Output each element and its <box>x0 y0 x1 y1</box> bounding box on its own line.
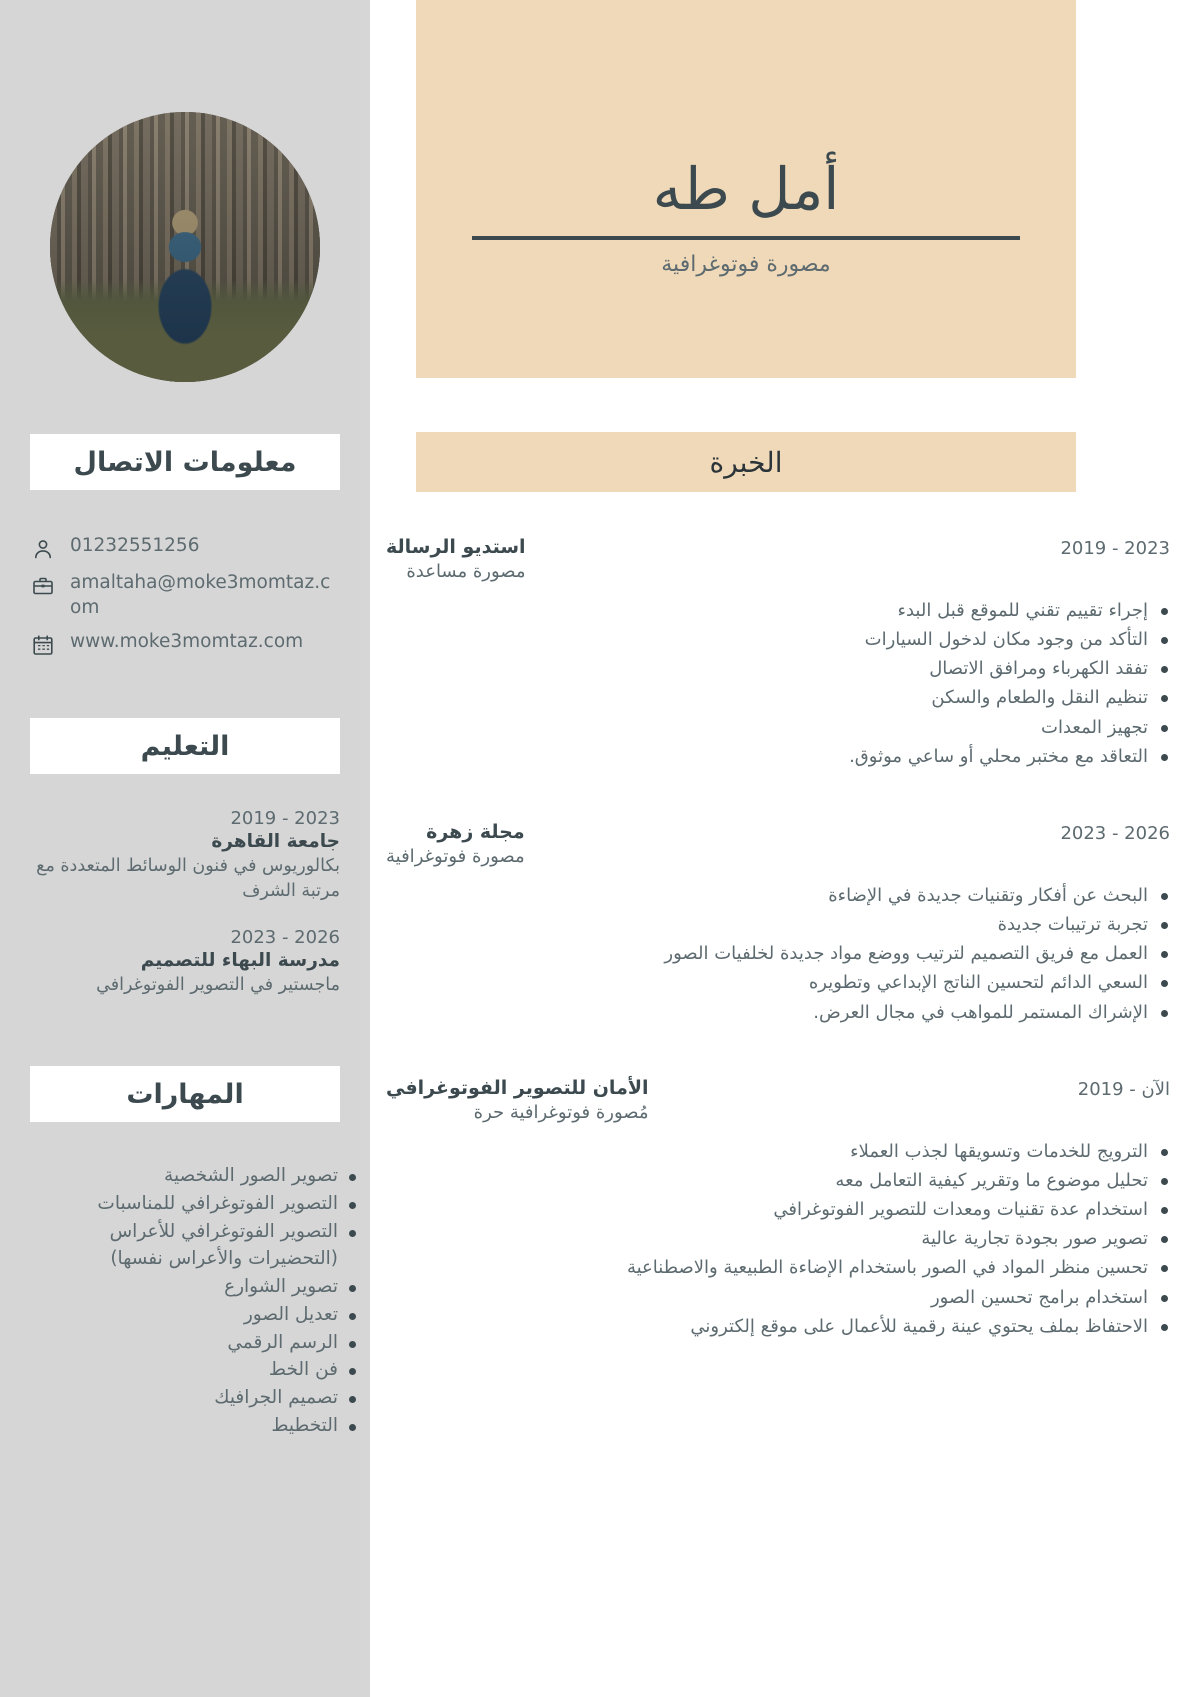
experience-bullet <box>386 683 1170 712</box>
education-date: 2019 - 2023 <box>230 808 340 829</box>
experience-item-header <box>370 821 1170 867</box>
experience-bullet <box>386 713 1170 742</box>
skill-item <box>22 1384 340 1412</box>
education-section-heading <box>30 718 340 774</box>
experience-bullet-label: التعاقد مع مختبر محلي أو ساعي موثوق. <box>849 745 1148 767</box>
bullet-dot <box>1161 893 1168 900</box>
experience-bullet-label: تجهيز المعدات <box>1041 716 1148 738</box>
bullet-dot <box>1161 695 1168 702</box>
experience-bullet-label: استخدام برامج تحسين الصور <box>930 1286 1148 1308</box>
skill-label: الرسم الرقمي <box>227 1331 338 1353</box>
sidebar <box>0 0 370 1697</box>
experience-bullet <box>386 654 1170 683</box>
experience-bullet <box>386 1195 1170 1224</box>
experience-bullet <box>386 1166 1170 1195</box>
experience-bullet-label: تحسين منظر المواد في الصور باستخدام الإضاءة الطبيعية والاصطناعية <box>626 1257 1148 1279</box>
contact-website-value[interactable]: www.moke3momtaz.com <box>70 630 304 652</box>
bullet-dot <box>1161 1149 1168 1156</box>
bullet-dot <box>1161 922 1168 929</box>
experience-heading-label: الخبرة <box>709 445 783 479</box>
skill-label: التصوير الفوتوغرافي للمناسبات <box>97 1192 338 1214</box>
skill-item <box>22 1329 340 1357</box>
skill-item <box>22 1301 340 1329</box>
name-divider <box>472 236 1020 240</box>
job-title: مصورة فوتوغرافية <box>661 252 831 277</box>
skill-item <box>22 1218 340 1246</box>
experience-section-heading <box>416 432 1076 492</box>
experience-bullet <box>386 910 1170 939</box>
profile-photo <box>50 112 320 382</box>
experience-organization: مجلة زهرة <box>426 820 525 843</box>
bullet-dot <box>1161 1265 1168 1272</box>
experience-list <box>370 536 1170 1391</box>
education-heading-label: التعليم <box>140 730 230 762</box>
skill-item <box>22 1190 340 1218</box>
bullet-dot <box>349 1424 356 1431</box>
experience-titles <box>386 821 525 867</box>
bullet-dot <box>1161 1295 1168 1302</box>
education-school: مدرسة البهاء للتصميم <box>140 949 340 971</box>
skills-section-heading <box>30 1066 340 1122</box>
experience-bullet <box>386 596 1170 625</box>
experience-bullet <box>386 1137 1170 1166</box>
experience-bullet <box>386 625 1170 654</box>
experience-bullet <box>386 1312 1170 1341</box>
experience-date: 2023 - 2026 <box>1060 822 1170 844</box>
skills-list <box>22 1162 340 1440</box>
bullet-dot <box>349 1313 356 1320</box>
bullet-dot <box>349 1230 356 1237</box>
experience-role: مصورة مساعدة <box>406 561 526 582</box>
bullet-dot <box>1161 637 1168 644</box>
bullet-dot <box>1161 1207 1168 1214</box>
bullet-dot <box>1161 608 1168 615</box>
skills-heading-label: المهارات <box>126 1078 244 1110</box>
experience-bullet-label: استخدام عدة تقنيات ومعدات للتصوير الفوتوغرافي <box>773 1199 1148 1221</box>
bullet-dot <box>1161 754 1168 761</box>
experience-bullets <box>370 596 1170 771</box>
experience-bullet-label: تفقد الكهرباء ومرافق الاتصال <box>929 658 1148 680</box>
skill-label: التخطيط <box>271 1414 338 1436</box>
skill-label: فن الخط <box>268 1359 338 1381</box>
experience-bullet <box>386 939 1170 968</box>
experience-item <box>370 536 1170 771</box>
experience-bullet-label: السعي الدائم لتحسين الناتج الإبداعي وتطويره <box>808 972 1148 994</box>
experience-bullet-label: تنظيم النقل والطعام والسكن <box>931 687 1148 709</box>
page-title: أمل طه <box>652 155 840 223</box>
bullet-dot <box>1161 666 1168 673</box>
skill-label: تصميم الجرافيك <box>214 1387 338 1408</box>
experience-bullet <box>386 1283 1170 1312</box>
experience-date: 2019 - 2023 <box>1060 538 1170 559</box>
experience-bullet <box>386 998 1170 1027</box>
education-date: 2023 - 2026 <box>230 926 340 948</box>
contact-row-website <box>30 630 340 658</box>
experience-titles <box>386 1077 649 1123</box>
skill-label: تعديل الصور <box>243 1303 338 1325</box>
experience-bullets <box>370 881 1170 1027</box>
skill-label: التصوير الفوتوغرافي للأعراس <box>109 1220 338 1242</box>
experience-bullet-label: العمل مع فريق التصميم لترتيب ووضع مواد جديدة لخلفيات الصور <box>664 943 1148 965</box>
experience-bullet <box>386 1224 1170 1253</box>
contact-list <box>30 534 340 667</box>
experience-bullet-label: تحليل موضوع ما وتقرير كيفية التعامل معه <box>835 1169 1148 1191</box>
profile-photo-image <box>50 112 320 382</box>
experience-bullet <box>386 881 1170 910</box>
skill-item <box>22 1356 340 1384</box>
skill-label: (التحضيرات والأعراس نفسها) <box>110 1248 338 1270</box>
experience-bullet-label: إجراء تقييم تقني للموقع قبل البدء <box>897 600 1148 621</box>
experience-role: مصورة فوتوغرافية <box>386 845 525 867</box>
education-degree: بكالوريوس في فنون الوسائط المتعددة مع مرتبة الشرف <box>36 856 340 902</box>
skill-item <box>22 1245 340 1273</box>
bullet-dot <box>1161 1324 1168 1331</box>
name-banner <box>416 0 1076 378</box>
skill-item <box>22 1162 340 1190</box>
bullet-dot <box>1161 980 1168 987</box>
skill-item <box>22 1273 340 1301</box>
bullet-dot <box>1161 951 1168 958</box>
contact-phone-value[interactable]: 01232551256 <box>70 535 200 556</box>
experience-item <box>370 1077 1170 1341</box>
experience-bullet-label: الإشراك المستمر للمواهب في مجال العرض. <box>813 1001 1148 1023</box>
contact-row-email <box>30 571 340 621</box>
education-item <box>22 927 340 998</box>
bullet-dot <box>1161 1236 1168 1243</box>
experience-bullet-label: الترويج للخدمات وتسويقها لجذب العملاء <box>850 1140 1148 1162</box>
education-item <box>22 808 340 905</box>
bullet-dot <box>1161 1010 1168 1017</box>
bullet-dot <box>1161 725 1168 732</box>
experience-bullet <box>386 1253 1170 1282</box>
experience-role: مُصورة فوتوغرافية حرة <box>473 1101 649 1123</box>
briefcase-icon <box>30 573 56 599</box>
experience-bullet-label: الاحتفاظ بملف يحتوي عينة رقمية للأعمال على موقع إلكتروني <box>690 1315 1148 1337</box>
contact-row-phone <box>30 534 340 562</box>
main-content <box>370 0 1200 1697</box>
experience-bullet-label: البحث عن أفكار وتقنيات جديدة في الإضاءة <box>828 884 1148 906</box>
experience-item-header <box>370 536 1170 582</box>
person-icon <box>30 536 56 562</box>
experience-item <box>370 821 1170 1027</box>
experience-bullet <box>386 968 1170 997</box>
skill-label: تصوير الصور الشخصية <box>164 1165 338 1186</box>
experience-date: 2019 - الآن <box>1077 1078 1170 1100</box>
bullet-dot <box>349 1396 356 1403</box>
experience-bullet-label: التأكد من وجود مكان لدخول السيارات <box>864 629 1148 651</box>
education-degree: ماجستير في التصوير الفوتوغرافي <box>96 974 340 995</box>
experience-bullet-label: تجربة ترتيبات جديدة <box>997 914 1148 936</box>
experience-bullets <box>370 1137 1170 1341</box>
contact-heading-label: معلومات الاتصال <box>73 446 297 478</box>
education-school: جامعة القاهرة <box>211 831 340 852</box>
experience-titles <box>386 536 526 582</box>
experience-bullet <box>386 742 1170 771</box>
calendar-icon <box>30 632 56 658</box>
bullet-dot <box>349 1341 356 1348</box>
experience-organization: الأمان للتصوير الفوتوغرافي <box>386 1076 649 1099</box>
skill-label: تصوير الشوارع <box>224 1276 338 1297</box>
bullet-dot <box>349 1285 356 1292</box>
contact-email-value[interactable]: amaltaha@moke3momtaz.com <box>70 572 331 618</box>
experience-item-header <box>370 1077 1170 1123</box>
skill-item <box>22 1412 340 1440</box>
bullet-dot <box>349 1202 356 1209</box>
contact-section-heading <box>30 434 340 490</box>
experience-bullet-label: تصوير صور بجودة تجارية عالية <box>921 1228 1148 1250</box>
bullet-dot <box>349 1174 356 1181</box>
education-list <box>22 808 340 1020</box>
experience-organization: استديو الرسالة <box>386 536 526 558</box>
bullet-dot <box>349 1368 356 1375</box>
bullet-dot <box>1161 1178 1168 1185</box>
